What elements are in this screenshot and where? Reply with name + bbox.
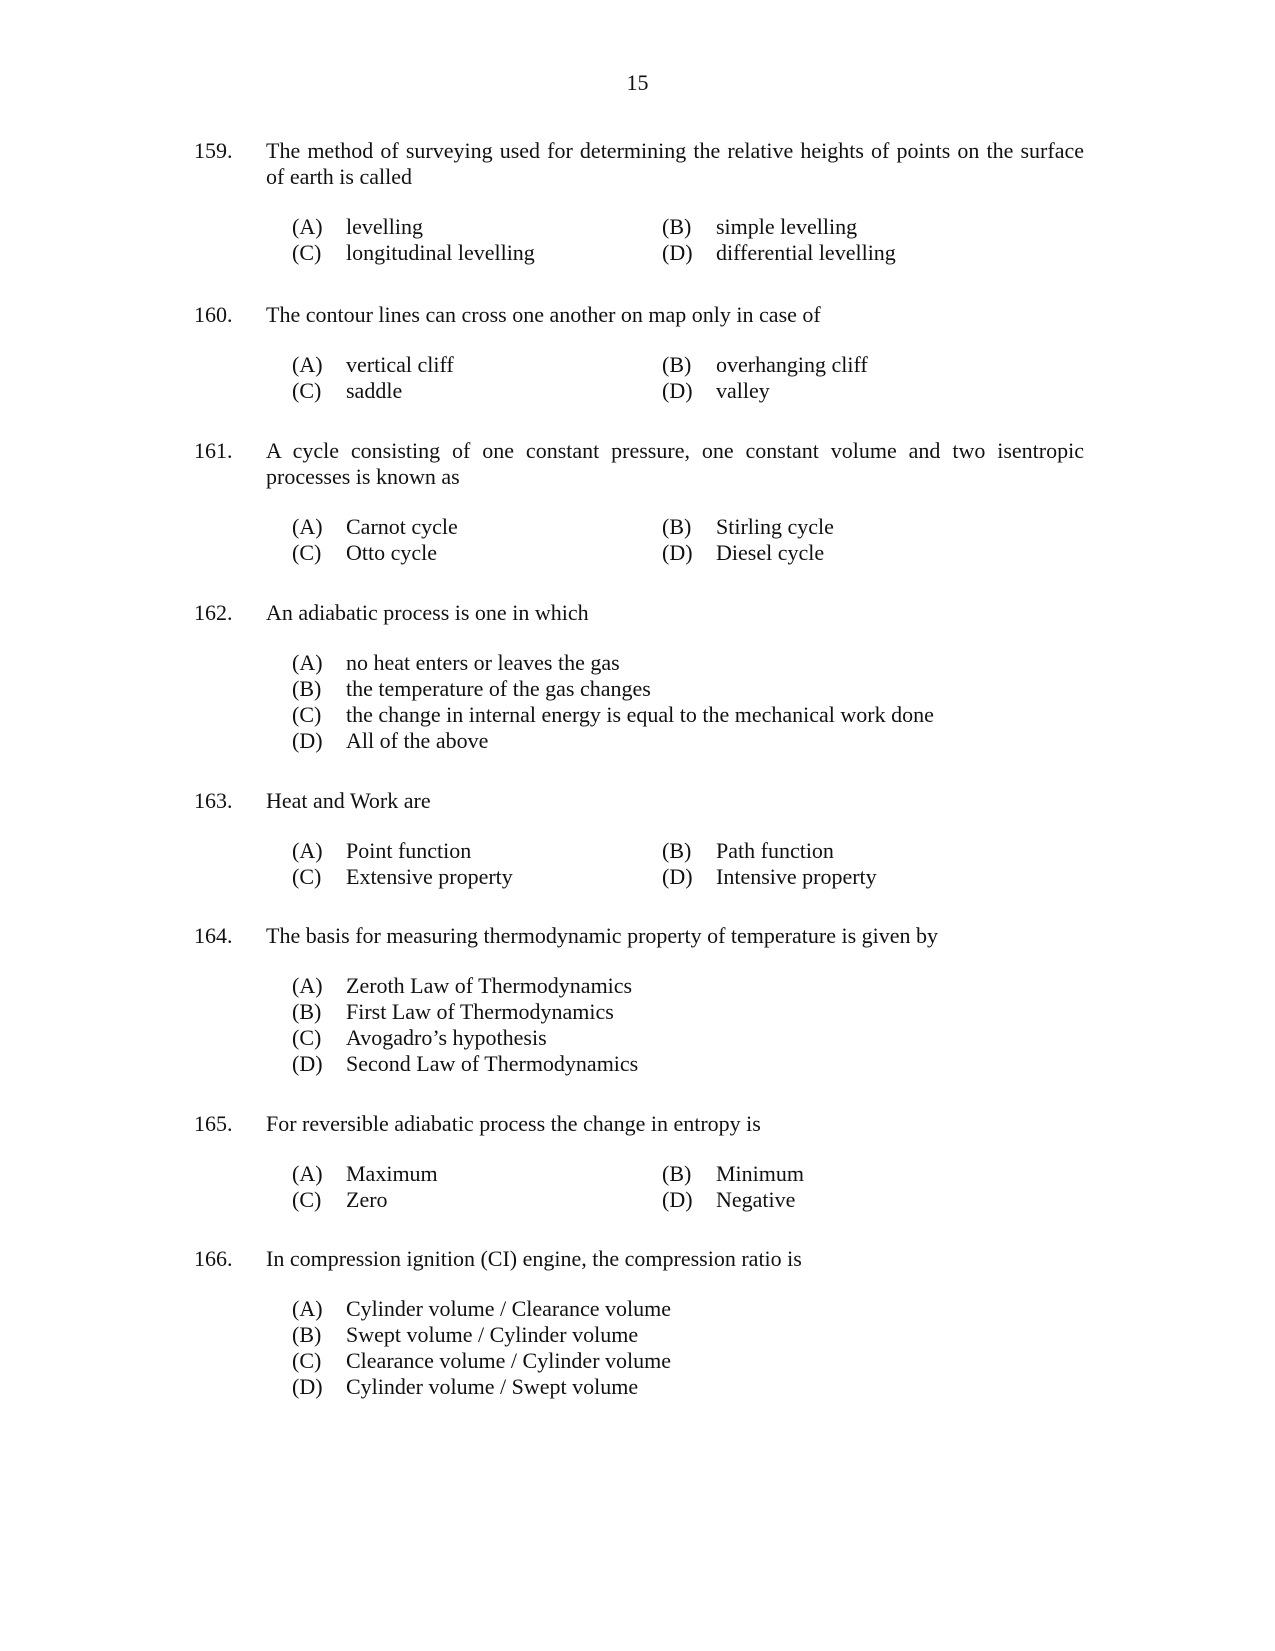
option-letter: (C) — [292, 378, 322, 403]
option-letter: (C) — [292, 1187, 322, 1212]
option-letter: (B) — [662, 214, 692, 239]
option-text: Otto cycle — [346, 540, 438, 565]
option-text: Negative — [716, 1187, 796, 1212]
option-text: Intensive property — [716, 864, 877, 889]
question-164 — [194, 923, 1084, 1077]
options-list — [292, 650, 1084, 754]
question-text: A cycle consisting of one constant pressure, one constant volume and two isentropic processes is known as — [266, 438, 1084, 489]
question-text: For reversible adiabatic process the change in entropy is — [266, 1111, 761, 1136]
question-number: 163. — [194, 788, 233, 813]
option-b[interactable] — [292, 1322, 1084, 1348]
option-letter: (A) — [292, 650, 323, 675]
option-letter: (D) — [292, 1051, 323, 1076]
question-number: 164. — [194, 923, 233, 948]
option-letter: (B) — [662, 514, 692, 539]
option-letter: (D) — [292, 1374, 323, 1399]
option-text: longitudinal levelling — [346, 240, 535, 265]
option-text: simple levelling — [716, 214, 858, 239]
option-text: Swept volume / Cylinder volume — [346, 1322, 639, 1347]
option-c[interactable] — [292, 1187, 662, 1213]
option-a[interactable] — [292, 214, 662, 240]
page-number: 15 — [626, 70, 649, 95]
option-b[interactable] — [662, 1161, 1062, 1187]
option-text: overhanging cliff — [716, 352, 868, 377]
option-text: the change in internal energy is equal to the mechanical work done — [346, 702, 934, 727]
question-text: An adiabatic process is one in which — [266, 600, 589, 625]
option-text: saddle — [346, 378, 403, 403]
option-letter: (A) — [292, 352, 323, 377]
option-d[interactable] — [662, 1187, 1062, 1213]
option-letter: (B) — [292, 676, 322, 701]
option-c[interactable] — [292, 378, 662, 404]
option-text: Zeroth Law of Thermodynamics — [346, 973, 633, 998]
option-d[interactable] — [662, 864, 1062, 890]
question-number: 166. — [194, 1246, 233, 1271]
option-text: Cylinder volume / Clearance volume — [346, 1296, 672, 1321]
question-165 — [194, 1111, 1084, 1213]
option-letter: (A) — [292, 214, 323, 239]
option-d[interactable] — [292, 1051, 1084, 1077]
option-a[interactable] — [292, 352, 662, 378]
option-c[interactable] — [292, 864, 662, 890]
option-c[interactable] — [292, 240, 662, 266]
option-text: Maximum — [346, 1161, 438, 1186]
option-letter: (B) — [292, 999, 322, 1024]
option-text: Path function — [716, 838, 834, 863]
option-b[interactable] — [662, 838, 1062, 864]
option-letter: (C) — [292, 1025, 322, 1050]
option-a[interactable] — [292, 1296, 1084, 1322]
option-c[interactable] — [292, 702, 1084, 728]
option-text: valley — [716, 378, 770, 403]
option-text: Carnot cycle — [346, 514, 458, 539]
option-letter: (B) — [662, 1161, 692, 1186]
options-grid — [292, 514, 1084, 566]
question-text: In compression ignition (CI) engine, the compression ratio is — [266, 1246, 802, 1271]
question-160 — [194, 302, 1084, 404]
option-text: Diesel cycle — [716, 540, 825, 565]
option-letter: (A) — [292, 1296, 323, 1321]
option-a[interactable] — [292, 514, 662, 540]
question-number: 160. — [194, 302, 233, 327]
option-letter: (C) — [292, 702, 322, 727]
option-letter: (A) — [292, 514, 323, 539]
question-163 — [194, 788, 1084, 890]
option-a[interactable] — [292, 650, 1084, 676]
option-b[interactable] — [292, 676, 1084, 702]
option-text: Avogadro’s hypothesis — [346, 1025, 547, 1050]
option-letter: (C) — [292, 864, 322, 889]
question-162 — [194, 600, 1084, 754]
option-a[interactable] — [292, 838, 662, 864]
options-grid — [292, 214, 1084, 266]
options-grid — [292, 1161, 1084, 1213]
option-letter: (D) — [292, 728, 323, 753]
option-text: vertical cliff — [346, 352, 454, 377]
options-grid — [292, 838, 1084, 890]
option-a[interactable] — [292, 1161, 662, 1187]
option-text: Extensive property — [346, 864, 513, 889]
option-letter: (C) — [292, 240, 322, 265]
option-a[interactable] — [292, 973, 1084, 999]
option-b[interactable] — [662, 214, 1062, 240]
option-text: levelling — [346, 214, 423, 239]
option-text: Stirling cycle — [716, 514, 834, 539]
option-text: First Law of Thermodynamics — [346, 999, 614, 1024]
question-161 — [194, 438, 1084, 566]
option-d[interactable] — [292, 728, 1084, 754]
option-letter: (A) — [292, 1161, 323, 1186]
question-text: The basis for measuring thermodynamic property of temperature is given by — [266, 923, 939, 948]
option-letter: (C) — [292, 1348, 322, 1373]
options-list — [292, 1296, 1084, 1400]
option-text: Point function — [346, 838, 472, 863]
option-d[interactable] — [662, 378, 1062, 404]
option-c[interactable] — [292, 540, 662, 566]
option-letter: (D) — [662, 378, 693, 403]
option-letter: (D) — [662, 864, 693, 889]
option-text: Zero — [346, 1187, 388, 1212]
question-number: 162. — [194, 600, 233, 625]
option-letter: (C) — [292, 540, 322, 565]
option-letter: (A) — [292, 838, 323, 863]
option-text: Minimum — [716, 1161, 805, 1186]
option-letter: (D) — [662, 240, 693, 265]
question-166 — [194, 1246, 1084, 1400]
option-c[interactable] — [292, 1348, 1084, 1374]
option-b[interactable] — [662, 352, 1062, 378]
option-text: no heat enters or leaves the gas — [346, 650, 620, 675]
option-c[interactable] — [292, 1025, 1084, 1051]
question-number: 159. — [194, 138, 233, 163]
option-b[interactable] — [292, 999, 1084, 1025]
option-text: Cylinder volume / Swept volume — [346, 1374, 639, 1399]
options-list — [292, 973, 1084, 1077]
option-text: Second Law of Thermodynamics — [346, 1051, 639, 1076]
question-text: The method of surveying used for determining the relative heights of points on the surface of earth is called — [266, 138, 1084, 189]
option-letter: (B) — [292, 1322, 322, 1347]
question-number: 165. — [194, 1111, 233, 1136]
options-grid — [292, 352, 1084, 404]
option-d[interactable] — [292, 1374, 1084, 1400]
option-d[interactable] — [662, 240, 1062, 266]
option-text: the temperature of the gas changes — [346, 676, 651, 701]
option-text: differential levelling — [716, 240, 896, 265]
option-text: Clearance volume / Cylinder volume — [346, 1348, 672, 1373]
option-letter: (B) — [662, 352, 692, 377]
question-159 — [194, 138, 1084, 266]
option-letter: (B) — [662, 838, 692, 863]
question-text: Heat and Work are — [266, 788, 431, 813]
option-letter: (D) — [662, 1187, 693, 1212]
question-text: The contour lines can cross one another on map only in case of — [266, 302, 821, 327]
option-letter: (A) — [292, 973, 323, 998]
question-number: 161. — [194, 438, 233, 463]
option-letter: (D) — [662, 540, 693, 565]
option-b[interactable] — [662, 514, 1062, 540]
option-text: All of the above — [346, 728, 489, 753]
option-d[interactable] — [662, 540, 1062, 566]
